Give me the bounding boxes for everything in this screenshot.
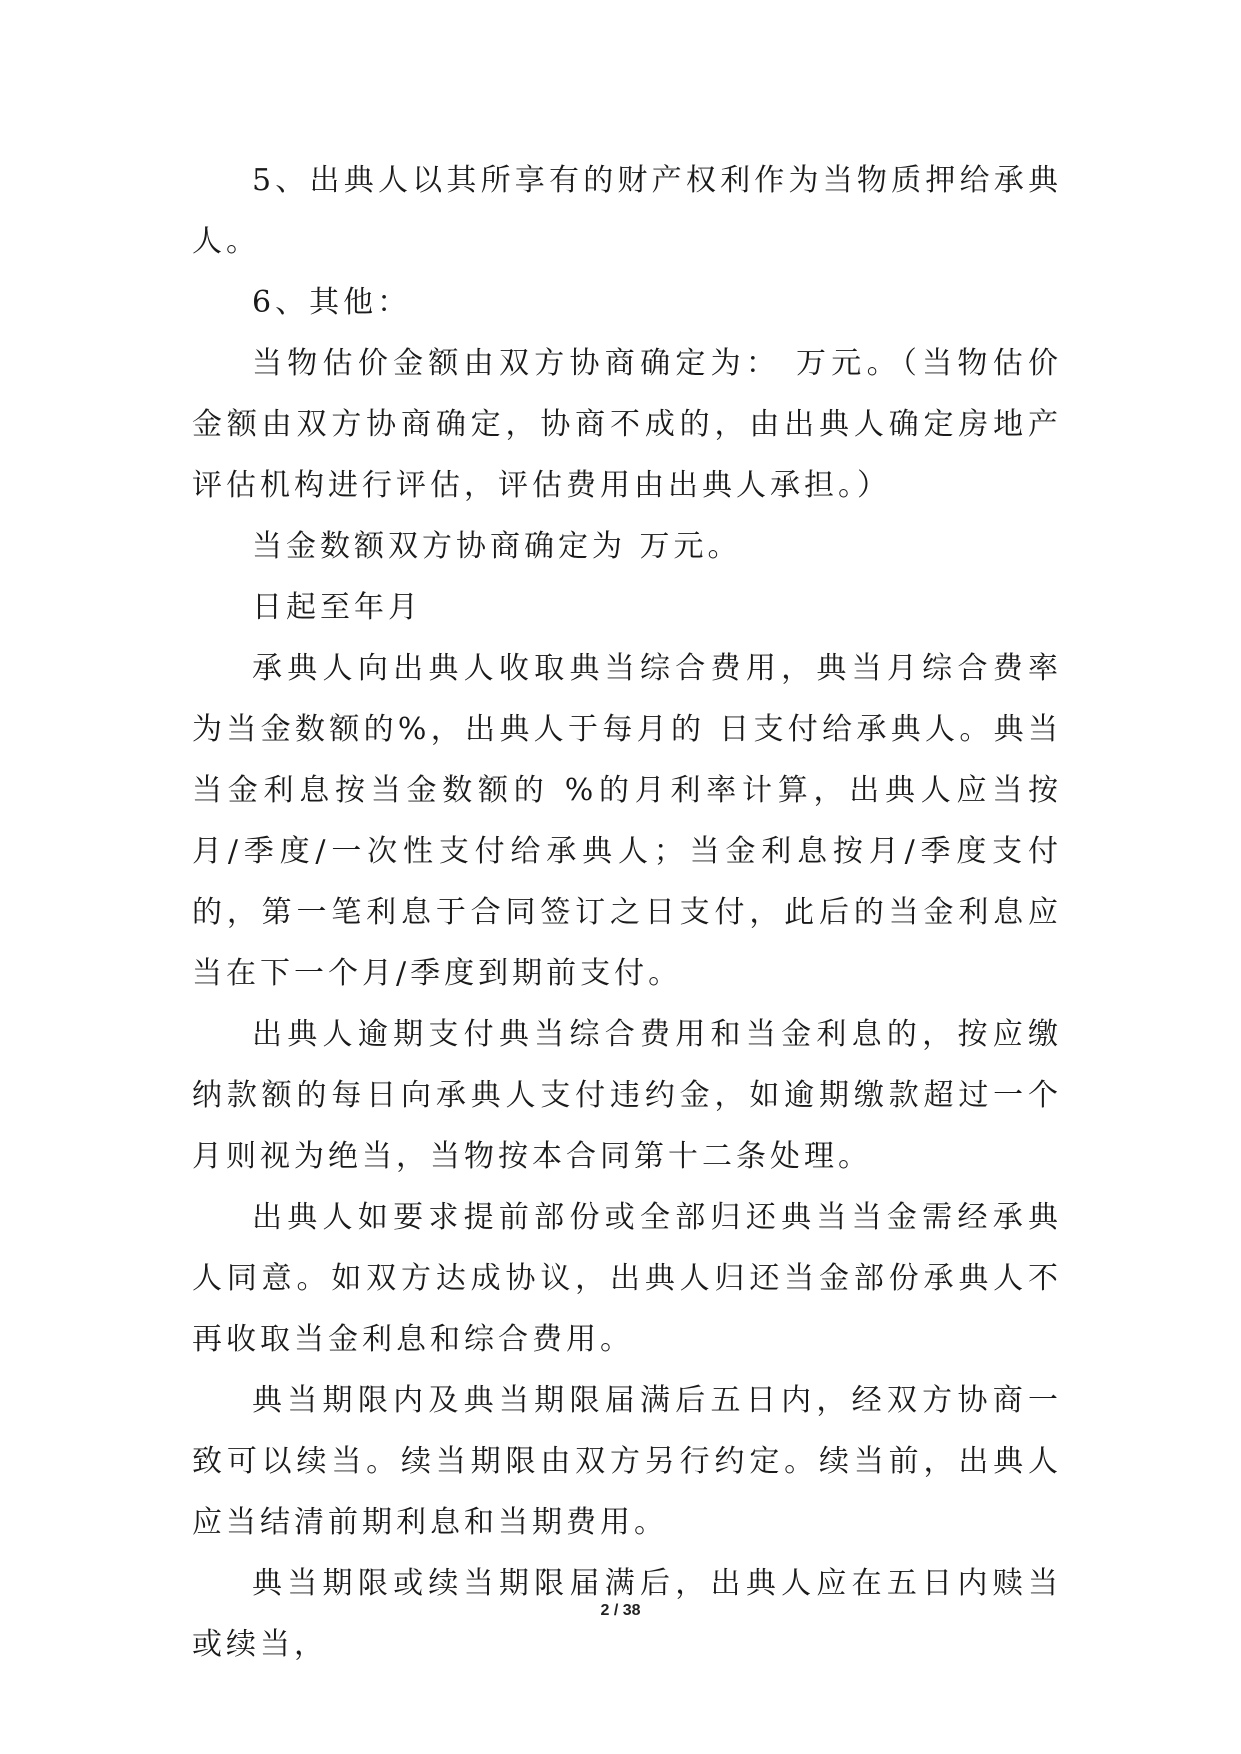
document-body bbox=[192, 150, 1062, 1675]
paragraph-term: 日起至年月 bbox=[252, 590, 422, 625]
paragraph-late-payment: 出典人逾期支付典当综合费用和当金利息的，按应缴纳款额的每日向承典人支付违约金，如逾期缴款超过一个月则视为绝当，当物按本合同第十二条处理。 bbox=[192, 1017, 1062, 1174]
paragraph-item-6: 6、其他： bbox=[252, 285, 412, 320]
paragraph-item-5: 5、出典人以其所享有的财产权利作为当物质押给承典人。 bbox=[192, 163, 1062, 259]
page-number: 2 / 38 bbox=[600, 1602, 641, 1619]
paragraph-valuation: 当物估价金额由双方协商确定为： 万元。（当物估价金额由双方协商确定，协商不成的，由出典人确定房地产评估机构进行评估，评估费用由出典人承担。） bbox=[192, 346, 1062, 503]
paragraph-loan-amount: 当金数额双方协商确定为 万元。 bbox=[252, 529, 742, 564]
paragraph-expiry: 典当期限或续当期限届满后，出典人应在五日内赎当或续当， bbox=[192, 1566, 1062, 1662]
paragraph-early-repayment: 出典人如要求提前部份或全部归还典当当金需经承典人同意。如双方达成协议，出典人归还当金部份承典人不再收取当金利息和综合费用。 bbox=[192, 1200, 1062, 1357]
paragraph-fees-interest: 承典人向出典人收取典当综合费用，典当月综合费率为当金数额的%，出典人于每月的 日支付给承典人。典当当金利息按当金数额的 %的月利率计算，出典人应当按月/季度/一次性支付给承典人；当金利息按月/季度支付的，第一笔利息于合同签订之日支付，此后的当金利息应当在下一个月/季度到期前支付。 bbox=[192, 651, 1062, 991]
paragraph-renewal: 典当期限内及典当期限届满后五日内，经双方协商一致可以续当。续当期限由双方另行约定。续当前，出典人应当结清前期利息和当期费用。 bbox=[192, 1383, 1062, 1540]
